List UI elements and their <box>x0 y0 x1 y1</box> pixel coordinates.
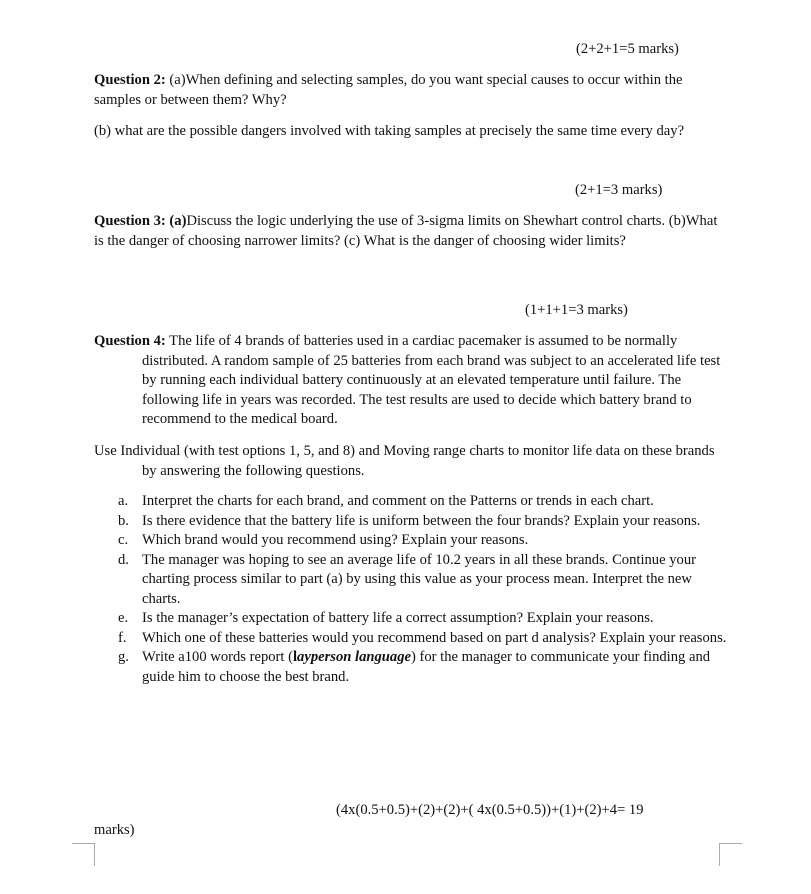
list-item-text: Is there evidence that the battery life is uniform between the four brands? Explain your reasons. <box>142 512 701 529</box>
question-2-b <box>94 122 726 142</box>
list-item-marker: d. <box>118 551 129 568</box>
list-item-text: The manager was hoping to see an average life of 10.2 years in all these brands. Continue your charting process similar to part (a) by using this value as your process mean. Interpret the new charts. <box>142 551 696 607</box>
question-2 <box>94 71 726 110</box>
list-item <box>118 512 728 532</box>
q4-marks-formula: (4x(0.5+0.5)+(2)+(2)+( 4x(0.5+0.5))+(1)+(2)+4= 19 <box>336 802 644 818</box>
question-4-list <box>118 492 728 687</box>
question-4-instructions <box>94 442 726 481</box>
item-g-post: ) for the manager to communicate your finding and guide him to choose the best brand. <box>142 649 711 685</box>
question-2-text-a: (a)When defining and selecting samples, do you want special causes to occur within the samples or between them? Why? <box>94 72 683 108</box>
question-4-text: The life of 4 brands of batteries used in a cardiac pacemaker is assumed to be normally distributed. A random sample of 25 batteries from each brand was subject to an accelerated life test by running each individual battery continuously at an elevated temperature until failure. The following life in years was recorded. The test results are used to decide which battery brand to recommend to the medical board. <box>142 333 721 427</box>
question-2-label: Question 2: <box>94 72 166 88</box>
item-g-pre: Write a100 words report ( <box>142 649 293 665</box>
question-2-part-b: (b) what are the possible dangers involved with taking samples at precisely the same time every day? <box>94 123 685 139</box>
list-item <box>118 531 728 551</box>
list-item-marker: e. <box>118 610 129 626</box>
instructions-text: Use Individual (with test options 1, 5, and 8) and Moving range charts to monitor life data on these brands by answering the following questions. <box>94 443 715 479</box>
list-item <box>118 551 728 610</box>
list-item-marker: f. <box>118 629 127 646</box>
question-3-label-a: (a) <box>165 213 187 229</box>
list-item-marker: a. <box>118 493 129 509</box>
list-item-text: Interpret the charts for each brand, and comment on the Patterns or trends in each chart. <box>142 493 654 509</box>
question-4-intro <box>94 332 726 430</box>
q4-marks-suffix: marks) <box>94 822 135 838</box>
question-3-label: Question 3: <box>94 213 166 229</box>
question-3 <box>94 212 726 251</box>
list-item-text: Is the manager’s expectation of battery life a correct assumption? Explain your reasons. <box>142 610 654 626</box>
item-g-emph-rest: ayperson language <box>297 649 411 665</box>
q3-marks: (1+1+1=3 marks) <box>525 302 628 318</box>
list-item <box>118 648 728 687</box>
list-item-marker: g. <box>118 649 129 665</box>
q1-marks: (2+2+1=5 marks) <box>576 41 679 57</box>
page-corner-mark-right <box>719 843 742 866</box>
question-4 <box>94 332 726 430</box>
list-item <box>118 629 728 649</box>
list-item-text <box>142 648 728 687</box>
page-corner-mark-left <box>72 843 95 866</box>
item-g-emph-l: l <box>292 649 298 665</box>
list-item-marker: b. <box>118 512 129 529</box>
list-item-text: Which one of these batteries would you recommend based on part d analysis? Explain your reasons. <box>142 629 727 646</box>
list-item <box>118 609 728 629</box>
q2-marks: (2+1=3 marks) <box>575 182 663 198</box>
list-item <box>118 492 728 512</box>
list-item-marker: c. <box>118 532 129 548</box>
question-3-text-block <box>94 212 726 251</box>
question-4-label: Question 4: <box>94 333 166 349</box>
list-item-text: Which brand would you recommend using? Explain your reasons. <box>142 532 529 548</box>
question-3-text: Discuss the logic underlying the use of 3-sigma limits on Shewhart control charts. (b)What is the danger of choosing narrower limits? (c) What is the danger of choosing wider limits? <box>94 213 718 249</box>
question-2-part-a <box>94 71 726 110</box>
